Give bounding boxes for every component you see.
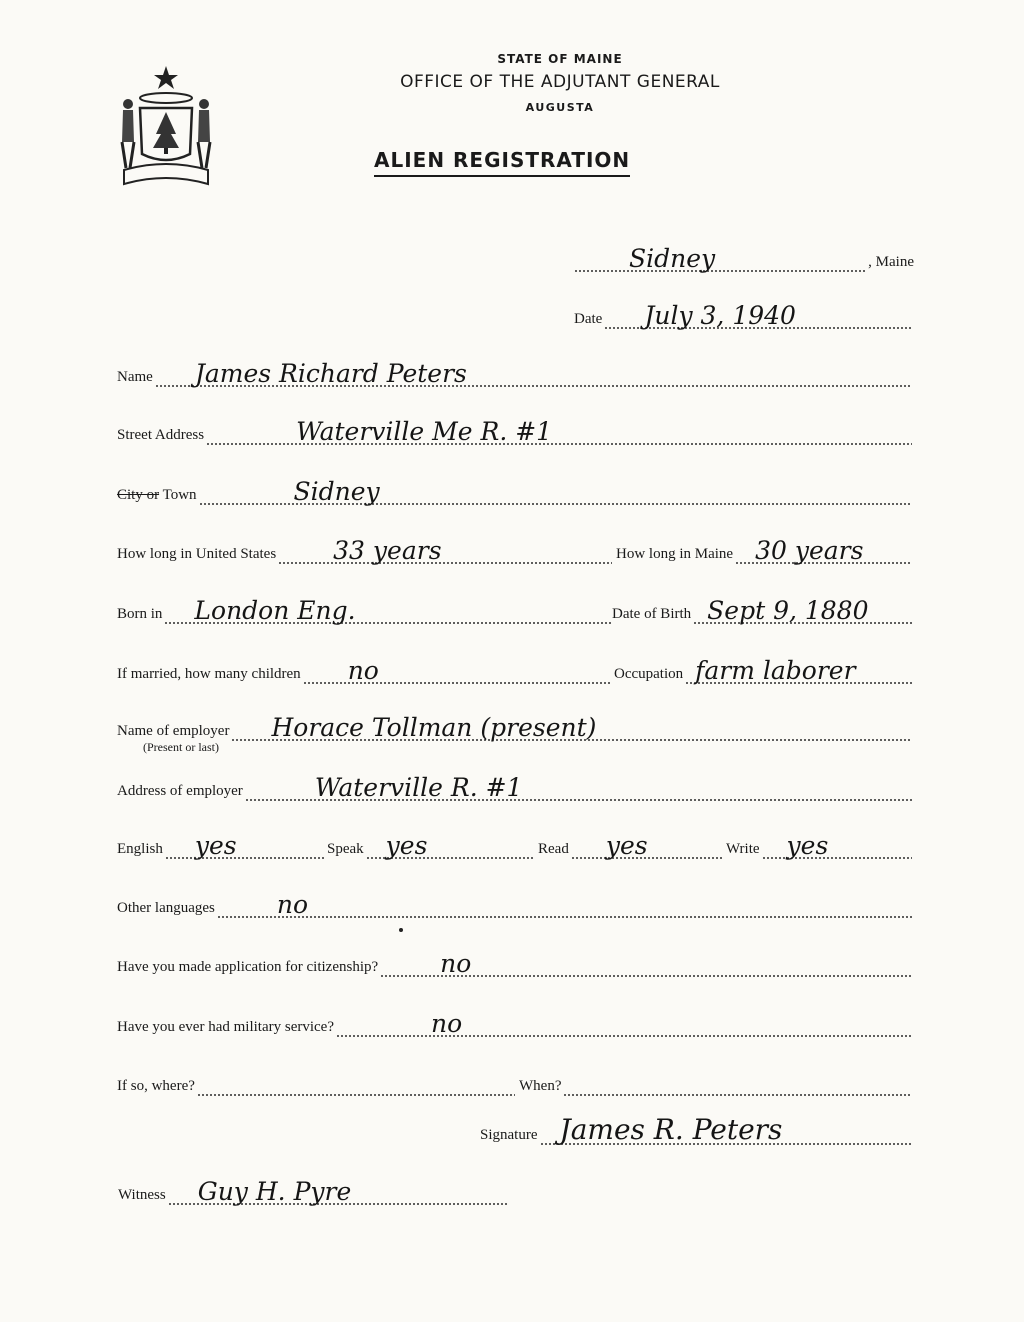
employer-address-label: Address of employer bbox=[117, 783, 243, 799]
employer-name-field[interactable] bbox=[231, 712, 912, 742]
name-row bbox=[117, 358, 914, 388]
years-maine-value: 30 years bbox=[755, 536, 864, 565]
english-value: yes bbox=[194, 831, 237, 860]
military-label: Have you ever had military service? bbox=[117, 1019, 334, 1035]
maine-label: , Maine bbox=[868, 254, 914, 270]
signature-value: James R. Peters bbox=[559, 1113, 783, 1146]
years-maine-label: How long in Maine bbox=[616, 546, 734, 562]
employer-address-value: Waterville R. #1 bbox=[314, 773, 523, 802]
employer-address-row bbox=[117, 772, 914, 802]
street-address-label: Street Address bbox=[117, 427, 205, 443]
witness-row bbox=[118, 1176, 510, 1206]
years-us-label: How long in United States bbox=[117, 546, 277, 562]
where-label: If so, where? bbox=[117, 1078, 195, 1094]
children-label: If married, how many children bbox=[117, 666, 301, 682]
speak-value: yes bbox=[385, 831, 428, 860]
write-label: Write bbox=[726, 841, 760, 857]
where-field[interactable] bbox=[197, 1067, 515, 1097]
signature-label: Signature bbox=[480, 1127, 538, 1143]
read-label: Read bbox=[538, 841, 569, 857]
town-field[interactable] bbox=[199, 476, 912, 506]
date-of-birth-row bbox=[612, 595, 914, 625]
occupation-label: Occupation bbox=[614, 666, 684, 682]
maine-state-seal bbox=[110, 62, 222, 190]
citizenship-row bbox=[117, 948, 914, 978]
employer-name-value: Horace Tollman (present) bbox=[271, 713, 597, 742]
ink-dot bbox=[399, 928, 403, 932]
years-us-row bbox=[117, 535, 614, 565]
place-value: Sidney bbox=[629, 244, 716, 273]
speak-row bbox=[327, 830, 537, 860]
citizenship-value: no bbox=[440, 949, 472, 978]
other-languages-value: no bbox=[276, 890, 309, 919]
years-us-field[interactable] bbox=[278, 535, 612, 565]
children-row bbox=[117, 655, 614, 685]
military-field[interactable] bbox=[336, 1008, 912, 1038]
city-struck-label: City or bbox=[117, 487, 160, 503]
town-label: City or Town bbox=[117, 487, 197, 503]
name-field[interactable] bbox=[155, 358, 912, 388]
date-of-birth-value: Sept 9, 1880 bbox=[707, 596, 869, 625]
signature-field[interactable] bbox=[540, 1113, 913, 1146]
occupation-value: farm laborer bbox=[695, 656, 856, 685]
read-row bbox=[538, 830, 726, 860]
witness-field[interactable] bbox=[168, 1176, 508, 1206]
english-label: English bbox=[117, 841, 163, 857]
years-maine-field[interactable] bbox=[735, 535, 912, 565]
occupation-field[interactable] bbox=[685, 655, 912, 685]
born-in-field[interactable] bbox=[164, 595, 612, 625]
town-row bbox=[117, 476, 914, 506]
where-row bbox=[117, 1067, 517, 1097]
military-row bbox=[117, 1008, 914, 1038]
born-in-label: Born in bbox=[117, 606, 163, 622]
english-field[interactable] bbox=[165, 830, 325, 860]
witness-label: Witness bbox=[118, 1187, 166, 1203]
date-of-birth-label: Date of Birth bbox=[612, 606, 692, 622]
street-address-row bbox=[117, 416, 914, 446]
town-value: Sidney bbox=[293, 477, 380, 506]
office-heading: OFFICE OF THE ADJUTANT GENERAL bbox=[400, 72, 720, 92]
date-value: July 3, 1940 bbox=[644, 301, 796, 330]
when-label: When? bbox=[519, 1078, 562, 1094]
other-languages-label: Other languages bbox=[117, 900, 215, 916]
employer-address-field[interactable] bbox=[245, 772, 912, 802]
date-of-birth-field[interactable] bbox=[693, 595, 912, 625]
employer-name-sublabel: (Present or last) bbox=[143, 740, 219, 754]
years-maine-row bbox=[616, 535, 914, 565]
read-field[interactable] bbox=[571, 830, 724, 860]
when-field[interactable] bbox=[563, 1067, 912, 1097]
speak-field[interactable] bbox=[366, 830, 535, 860]
children-value: no bbox=[347, 656, 379, 685]
signature-row bbox=[480, 1113, 914, 1146]
employer-name-label: Name of employer bbox=[117, 723, 230, 739]
witness-value: Guy H. Pyre bbox=[197, 1177, 352, 1206]
date-label: Date bbox=[574, 311, 603, 327]
write-value: yes bbox=[786, 831, 829, 860]
name-label: Name bbox=[117, 369, 153, 385]
employer-name-row bbox=[117, 712, 914, 742]
place-row bbox=[572, 243, 914, 273]
years-us-value: 33 years bbox=[333, 536, 442, 565]
when-row bbox=[519, 1067, 914, 1097]
date-row bbox=[574, 300, 914, 330]
english-row bbox=[117, 830, 327, 860]
state-heading: STATE OF MAINE bbox=[497, 52, 623, 66]
children-field[interactable] bbox=[303, 655, 612, 685]
form-title: ALIEN REGISTRATION bbox=[374, 148, 630, 177]
born-in-value: London Eng. bbox=[194, 596, 356, 625]
other-languages-field[interactable] bbox=[217, 889, 912, 919]
born-in-row bbox=[117, 595, 614, 625]
write-field[interactable] bbox=[762, 830, 912, 860]
street-address-value: Waterville Me R. #1 bbox=[296, 417, 553, 446]
military-value: no bbox=[431, 1009, 463, 1038]
citizenship-field[interactable] bbox=[380, 948, 912, 978]
place-field[interactable] bbox=[574, 243, 866, 273]
street-address-field[interactable] bbox=[206, 416, 912, 446]
name-value: James Richard Peters bbox=[194, 359, 467, 388]
read-value: yes bbox=[605, 831, 648, 860]
citizenship-label: Have you made application for citizenship? bbox=[117, 959, 379, 975]
write-row bbox=[726, 830, 914, 860]
other-languages-row bbox=[117, 889, 914, 919]
speak-label: Speak bbox=[327, 841, 364, 857]
occupation-row bbox=[614, 655, 914, 685]
city-heading: AUGUSTA bbox=[525, 101, 595, 114]
date-field[interactable] bbox=[604, 300, 912, 330]
